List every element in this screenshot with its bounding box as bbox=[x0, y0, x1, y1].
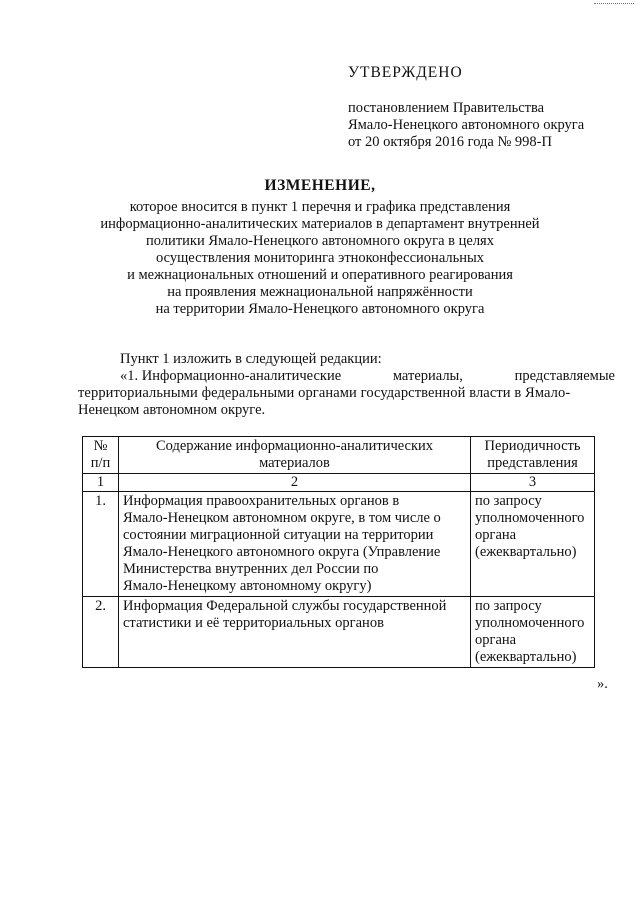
table-header-row bbox=[83, 437, 595, 474]
paragraph-line-2: территориальными федеральными органами государственной власти в Ямало- bbox=[78, 385, 571, 401]
index-cell: 3 bbox=[471, 474, 595, 492]
materials-table bbox=[82, 436, 595, 668]
row-content bbox=[119, 492, 471, 597]
paragraph-word: «1. Информационно-аналитические bbox=[120, 368, 342, 384]
closing-quote: ». bbox=[597, 676, 608, 692]
content-line: Ямало-Ненецком автономном округе, в том числе о bbox=[123, 510, 441, 526]
content-line: Ямало-Ненецкого автономного округа (Управление bbox=[123, 544, 441, 560]
scan-artifact bbox=[594, 3, 634, 4]
period-line: по запросу bbox=[475, 598, 542, 614]
content-line: Министерства внутренних дел России по bbox=[123, 561, 379, 577]
header-number bbox=[83, 437, 119, 474]
paragraph-word: материалы, bbox=[392, 368, 463, 384]
content-line: Информация Федеральной службы государственной bbox=[123, 598, 447, 614]
header-line: Периодичность bbox=[484, 438, 581, 454]
table-index-row bbox=[83, 474, 595, 492]
index-cell: 1 bbox=[83, 474, 119, 492]
header-content bbox=[119, 437, 471, 474]
header-line: представления bbox=[487, 455, 578, 471]
table-row bbox=[83, 597, 595, 668]
index-cell: 2 bbox=[119, 474, 471, 492]
row-number: 1. bbox=[83, 492, 119, 597]
paragraph-word: представляемые bbox=[514, 368, 615, 384]
content-line: статистики и её территориальных органов bbox=[123, 615, 384, 631]
period-line: уполномоченного bbox=[475, 615, 585, 631]
period-line: по запросу bbox=[475, 493, 542, 509]
document-title: ИЗМЕНЕНИЕ, bbox=[264, 177, 376, 194]
approval-line: от 20 октября 2016 года № 998-П bbox=[348, 134, 552, 150]
paragraph-line-1 bbox=[120, 368, 615, 385]
approval-heading: УТВЕРЖДЕНО bbox=[348, 64, 463, 81]
period-line: органа bbox=[475, 527, 517, 543]
header-line: материалов bbox=[259, 455, 330, 471]
row-period bbox=[471, 492, 595, 597]
content-line: Ямало-Ненецкому автономному округу) bbox=[123, 578, 372, 594]
row-period bbox=[471, 597, 595, 668]
row-content bbox=[119, 597, 471, 668]
subtitle-line: которое вносится в пункт 1 перечня и графика представления bbox=[129, 199, 511, 215]
period-line: (ежеквартально) bbox=[475, 649, 577, 665]
header-line: № bbox=[93, 438, 108, 454]
subtitle-line: и межнациональных отношений и оперативного реагирования bbox=[127, 267, 513, 283]
approval-line: Ямало-Ненецкого автономного округа bbox=[348, 117, 585, 133]
content-line: состоянии миграционной ситуации на территории bbox=[123, 527, 434, 543]
period-line: органа bbox=[475, 632, 517, 648]
intro-text: Пункт 1 изложить в следующей редакции: bbox=[120, 351, 382, 367]
subtitle-line: информационно-аналитических материалов в департамент внутренней bbox=[100, 216, 540, 232]
subtitle-line: на проявления межнациональной напряжённости bbox=[167, 284, 473, 300]
table-row bbox=[83, 492, 595, 597]
row-number: 2. bbox=[83, 597, 119, 668]
period-line: уполномоченного bbox=[475, 510, 585, 526]
paragraph-line-3: Ненецком автономном округе. bbox=[78, 402, 266, 418]
header-line: п/п bbox=[90, 455, 111, 471]
subtitle-line: осуществления мониторинга этноконфессиональных bbox=[156, 250, 484, 266]
period-line: (ежеквартально) bbox=[475, 544, 577, 560]
content-line: Информация правоохранительных органов в bbox=[123, 493, 400, 509]
header-period bbox=[471, 437, 595, 474]
subtitle-line: на территории Ямало-Ненецкого автономного округа bbox=[155, 301, 485, 317]
subtitle-line: политики Ямало-Ненецкого автономного округа в целях bbox=[146, 233, 494, 249]
approval-line: постановлением Правительства bbox=[348, 100, 545, 116]
header-line: Содержание информационно-аналитических bbox=[155, 438, 434, 454]
